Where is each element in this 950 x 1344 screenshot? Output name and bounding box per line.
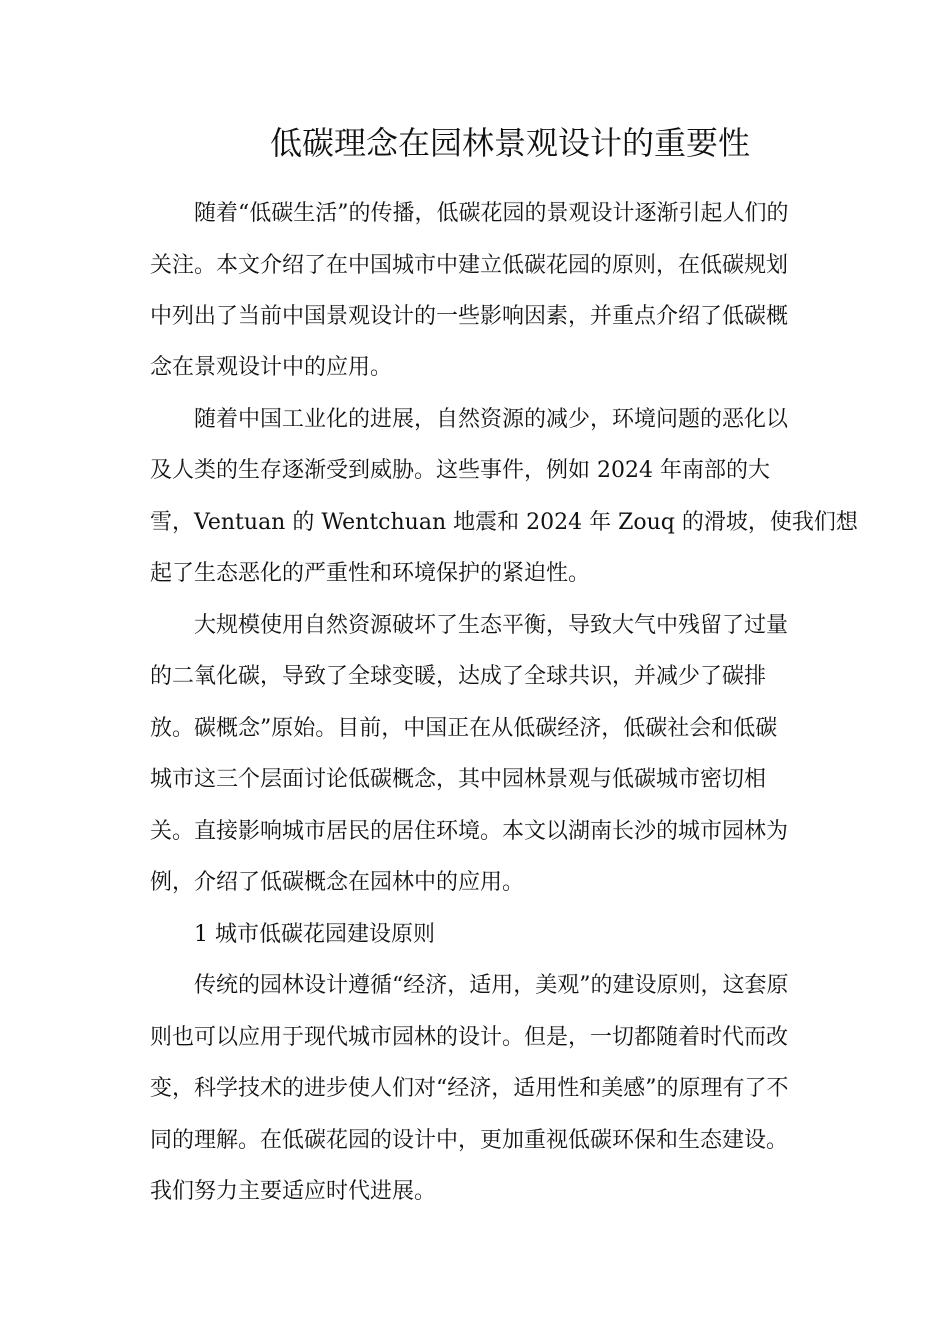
paragraph-3-line-5: 关。直接影响城市居民的居住环境。本文以湖南长沙的城市园林为 — [150, 819, 789, 844]
paragraph-3-line-6: 例，介绍了低碳概念在园林中的应用。 — [150, 870, 525, 895]
paragraph-3-line-4: 城市这三个层面讨论低碳概念，其中园林景观与低碳城市密切相 — [150, 767, 767, 792]
paragraph-3-line-1: 大规模使用自然资源破坏了生态平衡，导致大气中残留了过量 — [194, 613, 789, 638]
paragraph-1-line-4: 念在景观设计中的应用。 — [150, 355, 393, 380]
paragraph-3-line-2: 的二氧化碳，导致了全球变暖，达成了全球共识，并减少了碳排 — [150, 664, 767, 689]
paragraph-2-line-4: 起了生态恶化的严重性和环境保护的紧迫性。 — [150, 561, 591, 586]
paragraph-4-line-5: 我们努力主要适应时代进展。 — [150, 1179, 437, 1204]
paragraph-4-line-3: 变，科学技术的进步使人们对“经济，适用性和美感”的原理有了不 — [150, 1076, 789, 1101]
paragraph-1-line-1: 随着“低碳生活”的传播，低碳花园的景观设计逐渐引起人们的 — [194, 201, 789, 226]
paragraph-1-line-2: 关注。本文介绍了在中国城市中建立低碳花园的原则，在低碳规划 — [150, 253, 789, 278]
document-title: 低碳理念在园林景观设计的重要性 — [269, 124, 750, 162]
section-heading-1: 1 城市低碳花园建设原则 — [194, 922, 435, 947]
paragraph-4-line-1: 传统的园林设计遵循“经济，适用，美观”的建设原则，这套原 — [194, 973, 789, 998]
paragraph-1-line-3: 中列出了当前中国景观设计的一些影响因素，并重点介绍了低碳概 — [150, 304, 789, 329]
paragraph-4-line-2: 则也可以应用于现代城市园林的设计。但是，一切都随着时代而改 — [150, 1025, 789, 1050]
paragraph-2-line-2: 及人类的生存逐渐受到威胁。这些事件，例如 2024 年南部的大 — [150, 458, 770, 483]
paragraph-4-line-4: 同的理解。在低碳花园的设计中，更加重视低碳环保和生态建设。 — [150, 1128, 789, 1153]
paragraph-2-line-3: 雪，Ventuan 的 Wentchuan 地震和 2024 年 Zouq 的滑坡，使我们想 — [150, 510, 858, 535]
paragraph-3-line-3: 放。碳概念”原始。目前，中国正在从低碳经济，低碳社会和低碳 — [150, 716, 778, 741]
paragraph-2-line-1: 随着中国工业化的进展，自然资源的减少，环境问题的恶化以 — [194, 407, 789, 432]
